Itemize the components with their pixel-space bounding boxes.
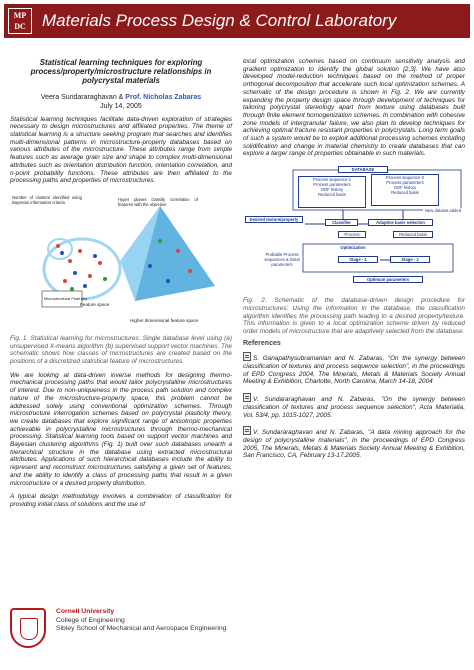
college-name: College of Engineering xyxy=(56,616,125,624)
figure-2-caption: Fig. 2. Schematic of the database-driven design procedure for microstructures: Using the information in the database, the classification algorithm identifies the processing path leading to a desired property/texture. This information is given to a local optimization scheme driven by reduced order models of microstructure that are adaptively selected from the database. xyxy=(243,297,465,335)
reference-1 xyxy=(243,352,465,386)
optimum-box: Optimum parameters xyxy=(353,276,423,283)
reference-2-text: V. Sundararaghavan and N. Zabaras, "On the synergy between classification of textures and process sequence selection", Acta Materialia, Vol. 53/4, pp. 1015-1027, 2005. xyxy=(243,396,465,419)
left-column xyxy=(10,58,232,515)
left-item-3: ODF history xyxy=(320,187,344,193)
reference-3 xyxy=(243,426,465,460)
references-heading: References xyxy=(243,339,281,347)
desired-box: Desired texture/property xyxy=(245,216,303,223)
body-paragraph-3: local optimization schemes based on continuum sensitivity analysis and gradient optimization to identify the global solution [2,3]. We have also developed model-reduction techniques based on the method of proper orthogonal decomposition that accelerate such local optimization schemes. A schematic of the design procedure is shown in Fig. 2. We are currently expanding the property design space through development of techniques for tailoring polycrystal stereology apart from texture using databases built through finite element homogenization schemes. In combination with cohesive zone models of intergranular failure, we also plan to develop techniques for achieving optimal fracture resistant properties in polycrystals. Long term goals of such a system would be to exploit additional processing schemes including solidification and change in material chemistry to create databases that can explore a larger range of properties obtainable in such materials. xyxy=(243,58,465,158)
body-paragraph-1: We are looking at data-driven inverse methods for designing thermo-mechanical processing paths that would tailor polycrystalline microstructures of interest. Due to non-uniqueness in the process path solution and complex nature of the microstructure-property space, this problem cannot be addressed solely using conventional optimization schemes. Through microstructure interrogation schemes based on polycrystal plasticity theory, we create databases that explore significant range of anisotropic properties achievable in polycrystalline microstructures through thermo-mechanical processing. Statistical learning tools based on support vector machines and Bayesian clustering algorithms (Fig. 1) built over such databases unearth a hierarchical structure in the database using extracted microstructural attributes. Applications of such hierarchical databases include the ability to represent and reconstruct microstructures satisfying a given set of features, and the ability to identify a class of processing paths that result in a given microstructure or a desired property distribution. xyxy=(10,371,232,487)
figure-1-graphic xyxy=(10,191,232,331)
reference-3-text: V. Sundararaghavan and N. Zabaras, "A data mining approach for the design of polycrystalline materials", in the proceedings of EPD Congress 2005, The Minerals, Metals & Materials Society Annual Meeting & Exhibition, San Francisco, CA, February 13-17,2005. xyxy=(243,429,465,460)
database-left-group xyxy=(298,176,366,208)
figure-1-caption: Fig. 1. Statistical learning for microstructures: Single database level using (a) unsupervised X-means algorithm (b) supervised support vector machines. The schematic shows how classes of microstructures are created based on the positions of a discretized statistical feature of microstructures. xyxy=(10,334,232,366)
database-right-group xyxy=(371,174,439,206)
cornell-seal-icon xyxy=(10,608,46,648)
pdf-icon[interactable] xyxy=(243,393,251,402)
fig1-label-feature: Feature space xyxy=(80,301,110,307)
reference-2 xyxy=(243,393,465,419)
adaptive-basis-box: Adaptive basis selection xyxy=(368,219,433,226)
fig1-label-micro: Microstructural Features xyxy=(44,295,88,301)
optimization-frame xyxy=(303,244,453,272)
fig1-label-classes: Number of clusters identified using Bayesian information criteria xyxy=(12,194,82,205)
right-item-4: Reduced basis xyxy=(391,190,419,196)
author-1: Veera Sundararaghavan & xyxy=(40,93,124,101)
logo-line-2: DC xyxy=(14,22,26,31)
logo-line-1: MP xyxy=(13,11,27,20)
new-dataset-label: New dataset added xyxy=(424,208,462,214)
right-item-2: Process parameters xyxy=(386,180,424,186)
authors xyxy=(10,93,232,102)
pdf-icon[interactable] xyxy=(243,426,251,435)
reduced-basis-box: Reduced basis xyxy=(393,231,433,238)
reference-1-text: S. Ganapathysubramanian and N. Zabaras, "On the synergy between classification of textures and process sequence selection", in the proceedings of EPD Congress 2004, The Minerals, Metals & Materials Society Annual Meeting & Exhibition, Charlotte, North Carolina, March 14-18, 2004 xyxy=(243,355,465,386)
header-banner xyxy=(4,4,470,38)
school-name: Sibley School of Mechanical and Aerospace Engineering xyxy=(56,625,227,632)
stage-1-box: Stage - 1 xyxy=(338,256,378,263)
footer xyxy=(10,606,470,656)
mpdc-logo xyxy=(8,8,32,34)
probable-label: Probable Process sequences & Initial parameters xyxy=(264,252,300,268)
body-paragraph-2: A typical design methodology involves a combination of classification for providing initial class of solutions and the use of xyxy=(10,493,232,508)
left-item-4: Reduced basis xyxy=(318,192,346,198)
university-name: Cornell University xyxy=(56,608,115,615)
left-item-1: Process sequence-1 xyxy=(312,177,352,183)
classifier-box: Classifier xyxy=(325,219,358,226)
database-label: DATABASE xyxy=(338,166,388,173)
figure-1 xyxy=(10,191,232,331)
paper-title: Statistical learning techniques for exploring process/property/microstructure relationships in polycrystal materials xyxy=(30,58,212,86)
paper-date: July 14, 2005 xyxy=(100,102,142,110)
left-item-2: Process parameters xyxy=(313,182,351,188)
fig1-label-hyperplanes: Hyper planes classify correlation of features with the objective xyxy=(118,196,198,207)
process-box: Process xyxy=(338,231,366,238)
figure-2 xyxy=(243,168,465,293)
abstract-paragraph: Statistical learning techniques facilitate data-driven exploration of strategies necessary to design microstructures and affiliated properties. The theme of statistical learning is a structure seeking program that searches and identifies multi-dimensional patterns in microstructure-property databases based on various attributes of the microstructure. These attributes range from simple features such as average grain size and shape to complex multi-dimensional attributes such as orientation distribution function, orientation correlation, and n-point probability functions. These attributes are then affiliated to the processing paths and properties of microstructures. xyxy=(10,115,232,185)
right-column xyxy=(243,58,465,467)
author-2-link[interactable]: Prof. Nicholas Zabaras xyxy=(125,93,202,101)
fig1-label-space: Higher dimensional feature space xyxy=(130,317,199,323)
lab-title: Materials Process Design & Control Laboratory xyxy=(42,11,397,30)
cluster-ellipse xyxy=(44,239,120,299)
right-item-1: Process sequence-2 xyxy=(385,175,425,181)
optimization-label: Optimization xyxy=(333,245,373,250)
right-item-3: ODF history xyxy=(393,185,417,191)
stage-2-box: Stage - 2 xyxy=(390,256,430,263)
pdf-icon[interactable] xyxy=(243,352,251,361)
footer-text xyxy=(56,608,226,634)
